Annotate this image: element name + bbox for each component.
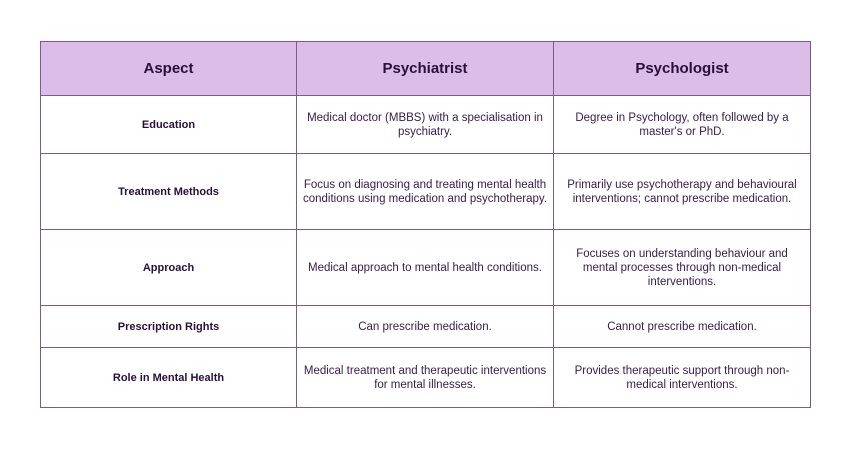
- table-row: [41, 230, 811, 306]
- psychologist-cell: Cannot prescribe medication.: [554, 306, 811, 348]
- aspect-cell: Treatment Methods: [41, 154, 297, 230]
- psychiatrist-cell: Medical treatment and therapeutic interventions for mental illnesses.: [297, 348, 554, 408]
- comparison-table: [40, 41, 811, 408]
- aspect-cell: Prescription Rights: [41, 306, 297, 348]
- psychologist-cell: Degree in Psychology, often followed by a master's or PhD.: [554, 96, 811, 154]
- psychologist-cell: Primarily use psychotherapy and behavioural interventions; cannot prescribe medication.: [554, 154, 811, 230]
- header-aspect: Aspect: [41, 42, 297, 96]
- psychologist-cell: Focuses on understanding behaviour and mental processes through non-medical interventions.: [554, 230, 811, 306]
- table-row: [41, 154, 811, 230]
- table-row: [41, 96, 811, 154]
- aspect-cell: Education: [41, 96, 297, 154]
- psychiatrist-cell: Medical doctor (MBBS) with a specialisation in psychiatry.: [297, 96, 554, 154]
- psychiatrist-cell: Focus on diagnosing and treating mental health conditions using medication and psychotherapy.: [297, 154, 554, 230]
- psychologist-cell: Provides therapeutic support through non-medical interventions.: [554, 348, 811, 408]
- header-psychiatrist: Psychiatrist: [297, 42, 554, 96]
- table-row: [41, 348, 811, 408]
- header-psychologist: Psychologist: [554, 42, 811, 96]
- aspect-cell: Role in Mental Health: [41, 348, 297, 408]
- psychiatrist-cell: Can prescribe medication.: [297, 306, 554, 348]
- aspect-cell: Approach: [41, 230, 297, 306]
- header-row: [41, 42, 811, 96]
- table-row: [41, 306, 811, 348]
- psychiatrist-cell: Medical approach to mental health conditions.: [297, 230, 554, 306]
